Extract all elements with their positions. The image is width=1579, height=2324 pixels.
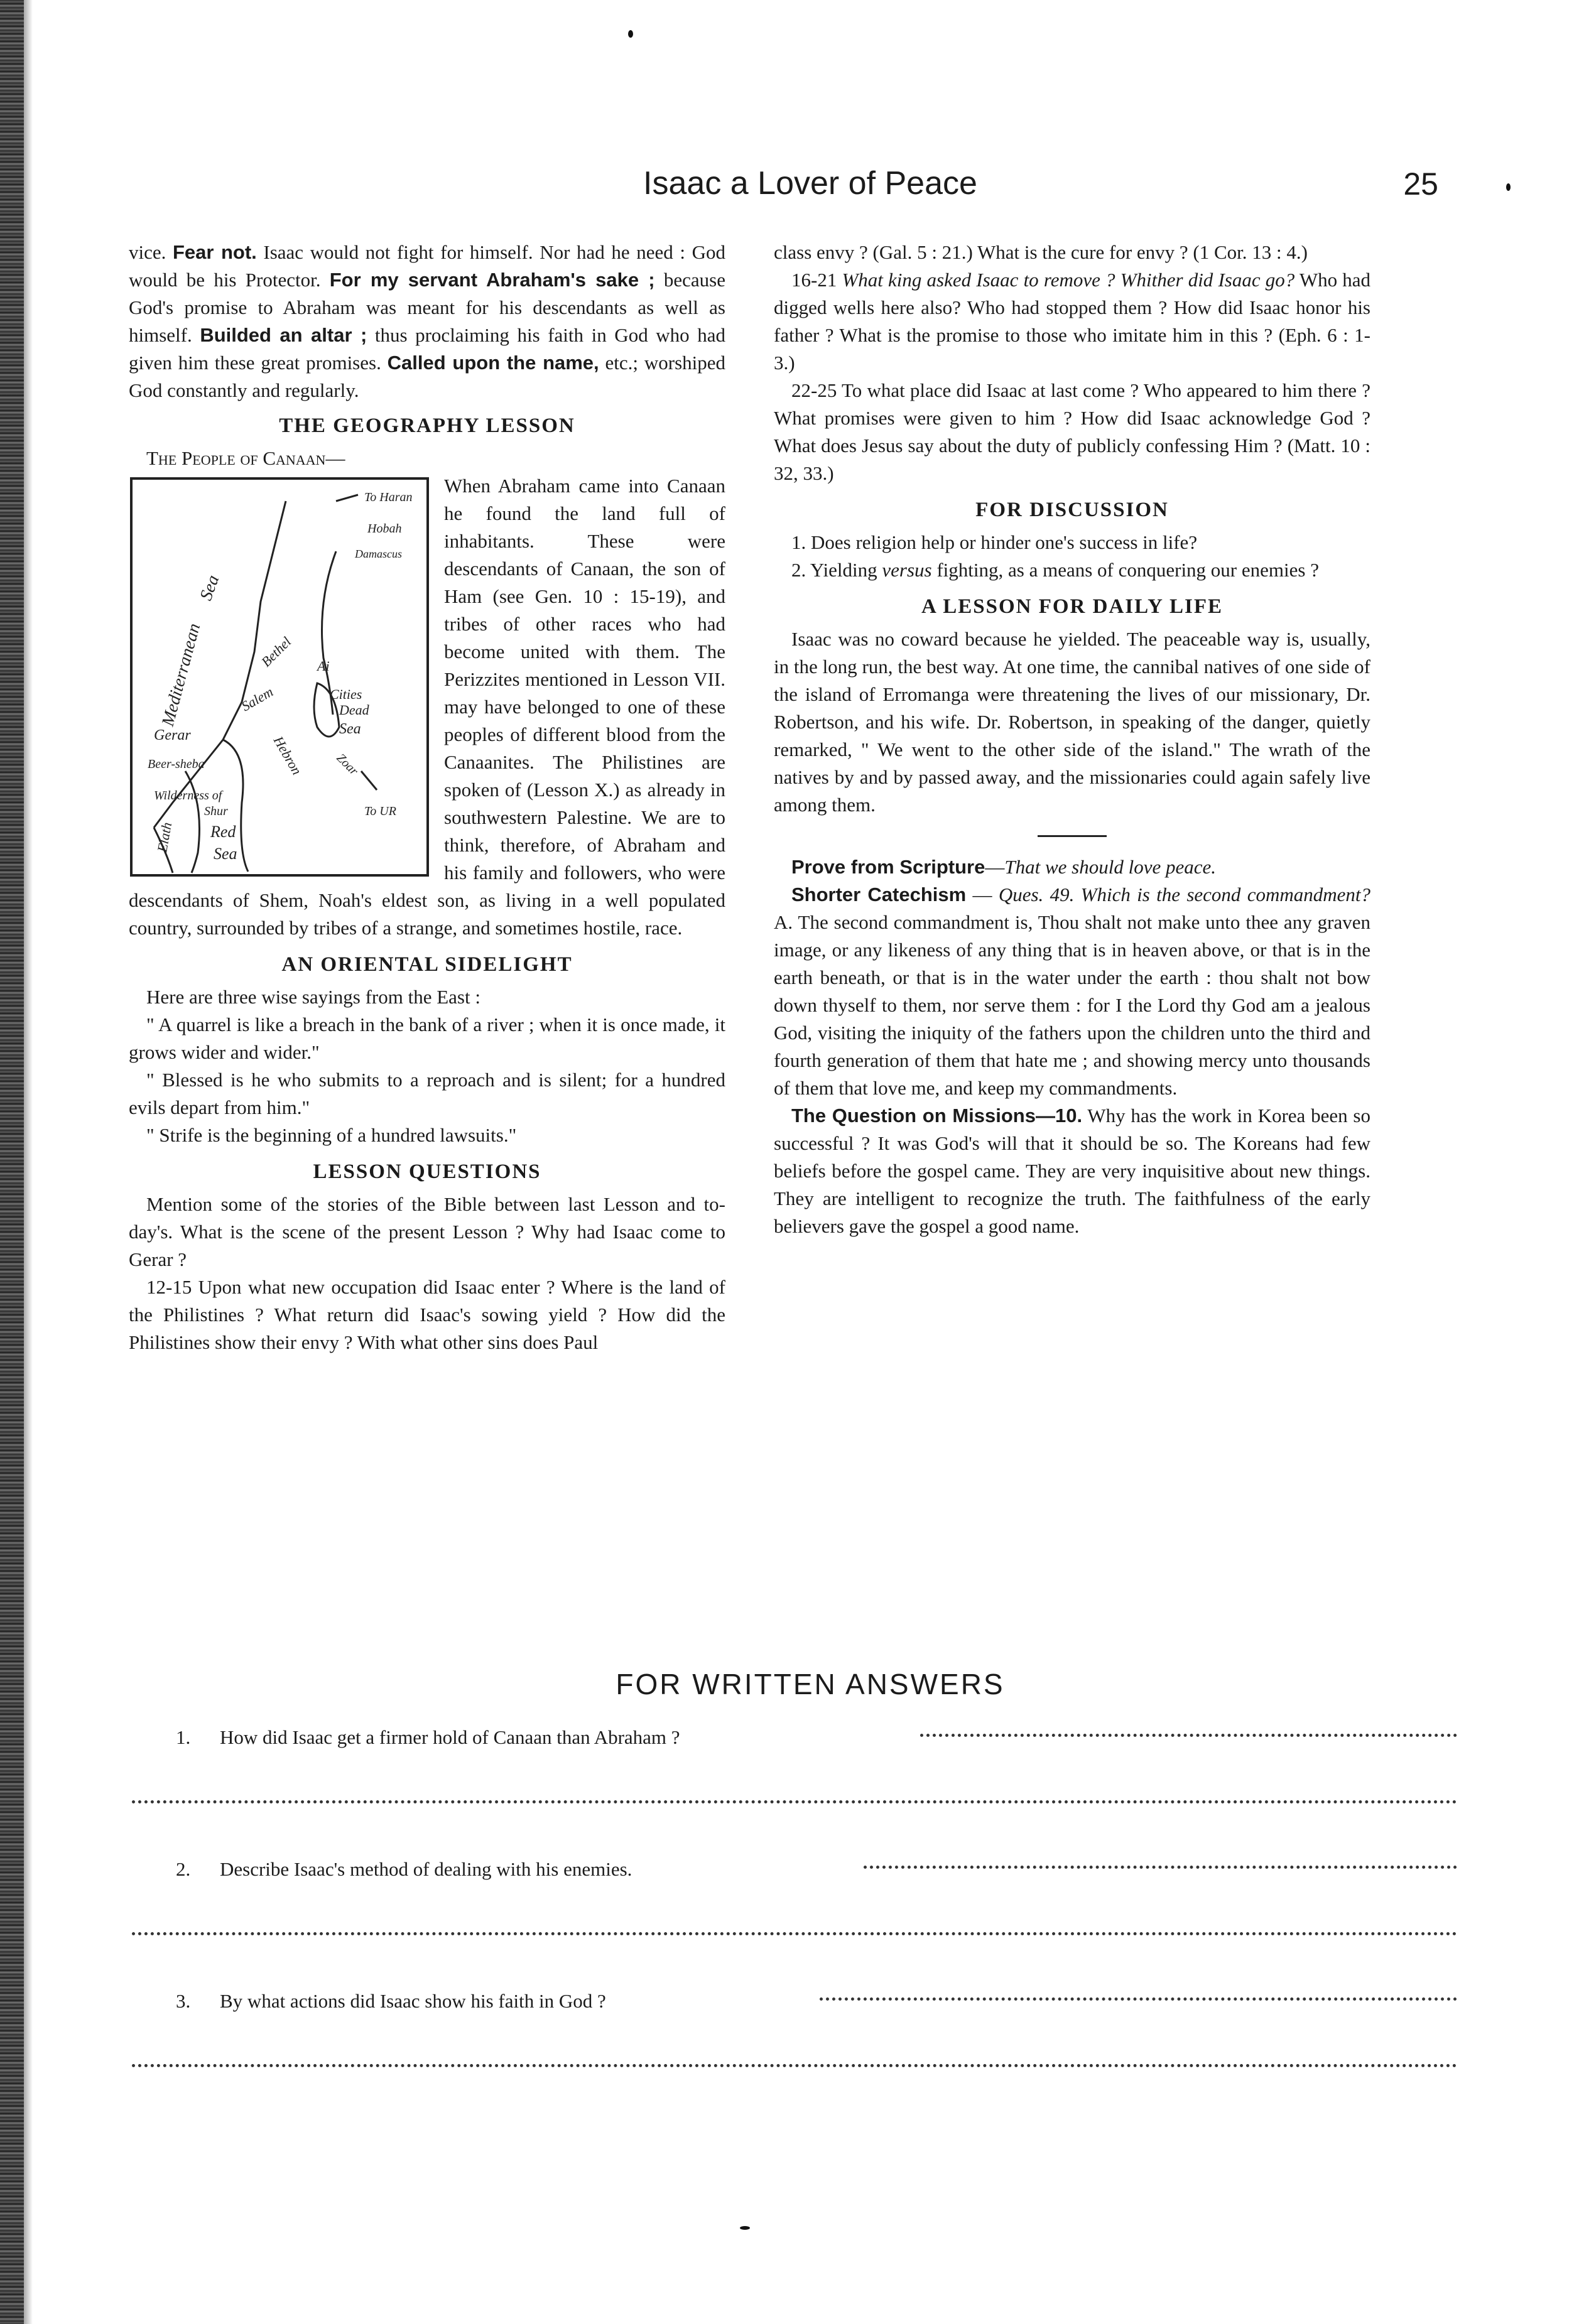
question-text: Describe Isaac's method of dealing with his enemies. xyxy=(220,1858,632,1880)
geography-paragraph: When Abraham came into Canaan he found the land full of inhabitants. These were descendants of Canaan, the son of Ham (see Gen. 10 : 15-19), and tribes of other races who had become united with them. The Perizzites mentioned in Lesson VII. may have belonged to one of these peoples of different blood from the Canaanites. The Philistines are spoken of (Lesson X.) as already in southwestern Palestine. We are to think, therefore, of Abraham and his family and followers, who were descendants of Shem, Noah's eldest son, as living in a well populated country, surrounded by tribes of a strange, and sometimes hostile, race. xyxy=(129,475,725,939)
map-label-damascus: Damascus xyxy=(355,548,402,560)
missions-label: The Question on Missions—10. xyxy=(791,1105,1083,1127)
verse-range: 22-25 xyxy=(791,379,837,401)
oriental-intro: Here are three wise sayings from the East : xyxy=(146,986,480,1008)
text-run: fighting, as a means of conquering our enemies ? xyxy=(931,559,1319,581)
canaan-map-drawing xyxy=(129,476,430,878)
answer-line[interactable] xyxy=(920,1734,1457,1737)
question-text: Who had digged wells here also? Who had stopped them ? How did Isaac honor his father ? What is the promise to those who imitate him in this ? (Eph. 6 : 1-3.) xyxy=(774,269,1370,374)
verse-range: 16-21 xyxy=(791,269,837,291)
discussion-heading: FOR DISCUSSION xyxy=(975,499,1169,521)
right-column xyxy=(774,239,1370,1240)
questions-22-25 xyxy=(774,377,1370,487)
written-answers-section xyxy=(126,1667,1495,2084)
daily-life-paragraph: Isaac was no coward because he yielded. The peaceable way is, usually, in the long run, the best way. At one time, the cannibal natives of one side of the island of Erromanga were threatening the lives of our missionary, Dr. Robertson, and his wife. Dr. Robertson, in speaking of the danger, quietly remarked, " We went to the other side of the island." The wrath of the natives by and by passed away, and the missionaries could again safely live among them. xyxy=(774,628,1370,816)
map-label-zoar: Zoar xyxy=(334,750,361,779)
questions-intro: Mention some of the stories of the Bible between last Lesson and to-day's. What is the scene of the present Lesson ? Why had Isaac come to Gerar ? xyxy=(129,1193,725,1270)
map-label-dead: Dead xyxy=(339,702,369,718)
catechism-question: Ques. 49. Which is the second commandment? xyxy=(998,884,1371,905)
lead-dash: — xyxy=(325,447,345,469)
ur-arrow xyxy=(361,771,377,790)
map-label-to-haran: To Haran xyxy=(364,490,413,504)
page-number: 25 xyxy=(1403,166,1438,202)
question-text-italic: What king asked Isaac to remove ? Whither did Isaac go? xyxy=(837,269,1295,291)
catechism-dash: — xyxy=(966,884,999,905)
keyword-phrase: For my servant Abraham's sake ; xyxy=(329,269,655,291)
section-lead: The People of Canaan xyxy=(146,447,326,469)
question-text: Upon what new occupation did Isaac enter ? Where is the land of the Philistines ? What return did Isaac's sowing yield ? How did the Philistines show their envy ? With what other sins does Paul xyxy=(129,1276,725,1353)
page-title: Isaac a Lover of Peace xyxy=(643,165,977,202)
answer-line[interactable] xyxy=(132,1800,1457,1803)
prove-text: That we should love peace. xyxy=(1004,856,1217,878)
questions-continued: class envy ? (Gal. 5 : 21.) What is the cure for envy ? (1 Cor. 13 : 4.) xyxy=(774,241,1308,263)
prove-label: Prove from Scripture xyxy=(791,856,985,878)
written-question-2 xyxy=(126,1858,1495,1952)
written-question-3 xyxy=(126,1990,1495,2084)
question-text: To what place did Isaac at last come ? Who appeared to him there ? What promises were given to him ? How did Isaac acknowledge God ? What does Jesus say about the duty of publicly confessing Him ? (Matt. 10 : 32, 33.) xyxy=(774,379,1370,484)
discussion-item: 1. Does religion help or hinder one's success in life? xyxy=(791,531,1198,553)
map-label-dead-sea: Sea xyxy=(339,721,361,737)
keyword-phrase: Fear not. xyxy=(173,241,257,263)
map-label-mediterranean: Mediterranean xyxy=(158,621,205,728)
map-label-bethel: Bethel xyxy=(258,634,295,670)
commentary-paragraph xyxy=(129,239,725,404)
question-text: How did Isaac get a firmer hold of Canaan than Abraham ? xyxy=(220,1726,680,1748)
text-run: because God's promise to Abraham was meant for his descendants as well as himself. xyxy=(129,269,725,346)
keyword-phrase: Called upon the name, xyxy=(387,352,599,374)
left-column xyxy=(129,239,725,1356)
oriental-saying: " Blessed is he who submits to a reproach and is silent; for a hundred evils depart from him." xyxy=(129,1069,725,1118)
daily-life-heading: A LESSON FOR DAILY LIFE xyxy=(921,595,1223,618)
text-run: thus proclaiming his faith in God who had given him these great promises. xyxy=(129,324,725,374)
lesson-questions-heading: LESSON QUESTIONS xyxy=(313,1160,541,1183)
answer-line[interactable] xyxy=(864,1866,1457,1869)
catechism-label: Shorter Catechism xyxy=(791,884,967,905)
page-header xyxy=(126,165,1495,215)
map-label-red: Red xyxy=(210,823,236,841)
red-sea-east-shore xyxy=(185,771,200,873)
question-number: 3. xyxy=(176,1990,191,2012)
answer-line[interactable] xyxy=(820,1997,1457,2001)
map-label-ai: Ai xyxy=(317,658,330,674)
map-label-salem: Salem xyxy=(239,683,276,715)
answer-line[interactable] xyxy=(132,2064,1457,2067)
text-run: 2. Yielding xyxy=(791,559,882,581)
map-label-to-ur: To UR xyxy=(364,804,396,818)
map-label-beersheba: Beer-sheba xyxy=(148,757,205,771)
map-label-wilderness: Wilderness of xyxy=(154,789,222,803)
written-question-1 xyxy=(126,1726,1495,1820)
missions-question xyxy=(774,1102,1370,1240)
question-number: 2. xyxy=(176,1858,191,1880)
prove-dash: — xyxy=(985,856,1005,878)
text-run: versus xyxy=(882,559,932,581)
question-number: 1. xyxy=(176,1726,191,1748)
scan-binding-edge xyxy=(0,0,24,2324)
scan-speck xyxy=(628,30,633,38)
shorter-catechism xyxy=(774,881,1370,1102)
question-text: By what actions did Isaac show his faith in God ? xyxy=(220,1990,606,2012)
verse-range: 12-15 xyxy=(146,1276,192,1298)
prove-from-scripture xyxy=(774,853,1370,881)
geography-paragraph-lead xyxy=(129,445,725,472)
map-label-gerar: Gerar xyxy=(154,727,191,743)
canaan-map xyxy=(129,476,430,878)
map-label-hobah: Hobah xyxy=(367,522,402,536)
text-run: Isaac would not fight for himself. Nor had he need : God would be his Protector. xyxy=(129,241,725,291)
written-answers-title: FOR WRITTEN ANSWERS xyxy=(616,1668,1005,1700)
missions-text: Why has the work in Korea been so successful ? It was God's will that it should be so. The Koreans had few beliefs before the gospel came. They are very inquisitive about new things. They are intelligent to recognize the truth. The faithfulness of the early believers gave the gospel a good name. xyxy=(774,1105,1371,1237)
haran-arrow xyxy=(336,495,358,501)
map-label-shur: Shur xyxy=(204,804,228,818)
map-label-sea: Sea xyxy=(196,572,224,603)
map-label-red-sea: Sea xyxy=(214,845,237,863)
map-label-elath: Elath xyxy=(154,821,175,853)
keyword-phrase: Builded an altar ; xyxy=(200,324,367,346)
section-divider xyxy=(1038,835,1107,837)
questions-16-21 xyxy=(774,266,1370,377)
text-run: etc.; worshiped God constantly and regularly. xyxy=(129,352,726,401)
geography-heading: THE GEOGRAPHY LESSON xyxy=(279,414,575,437)
scan-speck xyxy=(1506,183,1511,191)
discussion-item xyxy=(774,556,1370,584)
oriental-heading: AN ORIENTAL SIDELIGHT xyxy=(281,953,573,976)
catechism-answer: A. The second commandment is, Thou shalt not make unto thee any graven image, or any likeness of any thing that is in heaven above, or that is in the earth beneath, or that is in the water under the earth : thou shalt not bow down thyself to them, nor serve them : for I the Lord thy God am a jealous God, visiting the iniquity of the fathers upon the children unto the third and fourth generation of them that hate me ; and showing mercy unto thousands of them that love me, and keep my commandments. xyxy=(774,911,1370,1099)
oriental-saying: " Strife is the beginning of a hundred lawsuits." xyxy=(146,1124,517,1146)
oriental-saying: " A quarrel is like a breach in the bank of a river ; when it is once made, it grows wider and wider." xyxy=(129,1013,725,1063)
questions-12-15 xyxy=(129,1273,725,1356)
map-label-cities: Cities xyxy=(330,686,362,702)
geography-body xyxy=(129,472,725,942)
scan-speck xyxy=(740,2226,750,2230)
answer-line[interactable] xyxy=(132,1932,1457,1935)
scan-binding-shadow xyxy=(24,0,33,2324)
text-run: vice. xyxy=(129,241,173,263)
map-label-hebron: Hebron xyxy=(270,733,305,778)
